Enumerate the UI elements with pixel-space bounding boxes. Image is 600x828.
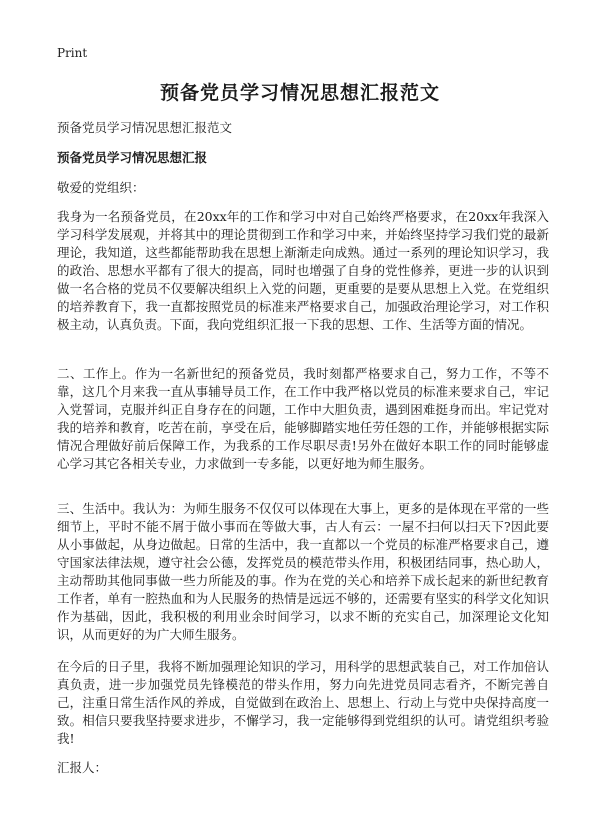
paragraph-future: 在今后的日子里，我将不断加强理论知识的学习，用科学的思想武装自己，对工作加倍认真负责，进一步加强党员先锋模范的带头作用，努力向先进党员同志看齐，不断完善自己，注重日常生活作风的养成，自觉做到在政治上、思想上、行动上与党中央保持高度一致。相信只要我坚持要求进步，不懈学习，我一定能够得到党组织的认可。请党组织考验我!	[57, 659, 549, 746]
salutation: 敬爱的党组织：	[57, 180, 145, 195]
print-link[interactable]: Print	[57, 46, 88, 60]
section-heading: 预备党员学习情况思想汇报	[57, 150, 208, 165]
paragraph-life: 三、生活中。我认为：为师生服务不仅仅可以体现在大事上，更多的是体现在平常的一些细节上，平时不能不屑于做小事而在等做大事，古人有云：一屋不扫何以扫天下?因此要从小事做起，从身边做起。日常的生活中，我一直都以一个党员的标准严格要求自己，遵守国家法律法规，遵守社会公德，发挥党员的模范带头作用，积极团结同事，热心助人，主动帮助其他同事做一些力所能及的事。作为在党的关心和培养下成长起来的新世纪教育工作者，单有一腔热血和为人民服务的热情是远远不够的，还需要有坚实的科学文化知识作为基础，因此，我积极的利用业余时间学习，以求不断的充实自己，加深理论文化知识，从而更好的为广大师生服务。	[57, 501, 549, 642]
paragraph-intro: 我身为一名预备党员，在20xx年的工作和学习中对自己始终严格要求，在20xx年我深入学习科学发展观，并将其中的理论贯彻到工作和学习中来，并始终坚持学习我们党的最新理论，我知道，这些都能帮助我在思想上渐渐走向成熟。通过一系列的理论知识学习，我的政治、思想水平都有了很大的提高，同时也增强了自身的党性修养，更进一步的认识到做一名合格的党员不仅要解决组织上入党的问题，更重要的是要从思想上入党。在党组织的培养教育下，我一直都按照党员的标准来严格要求自己，加强政治理论学习，对工作积极主动，认真负责。下面，我向党组织汇报一下我的思想、工作、生活等方面的情况。	[57, 209, 549, 332]
signature-label: 汇报人：	[57, 760, 108, 775]
document-title: 预备党员学习情况思想汇报范文	[159, 82, 440, 104]
paragraph-work: 二、工作上。作为一名新世纪的预备党员，我时刻都严格要求自己，努力工作，不等不靠，这几个月来我一直从事辅导员工作，在工作中我严格以党员的标准来要求自己，牢记入党誓词，克服并纠正自身存在的问题，工作中大胆负责，遇到困难挺身而出。牢记党对我的培养和教育，吃苦在前，享受在后，能够脚踏实地任劳任怨的工作，并能够根据实际情况合理做好前后保障工作，为我系的工作尽职尽责!另外在做好本职工作的同时能够虚心学习其它各相关专业，力求做到一专多能，以更好地为师生服务。	[57, 366, 549, 471]
document-subtitle: 预备党员学习情况思想汇报范文	[57, 120, 233, 135]
